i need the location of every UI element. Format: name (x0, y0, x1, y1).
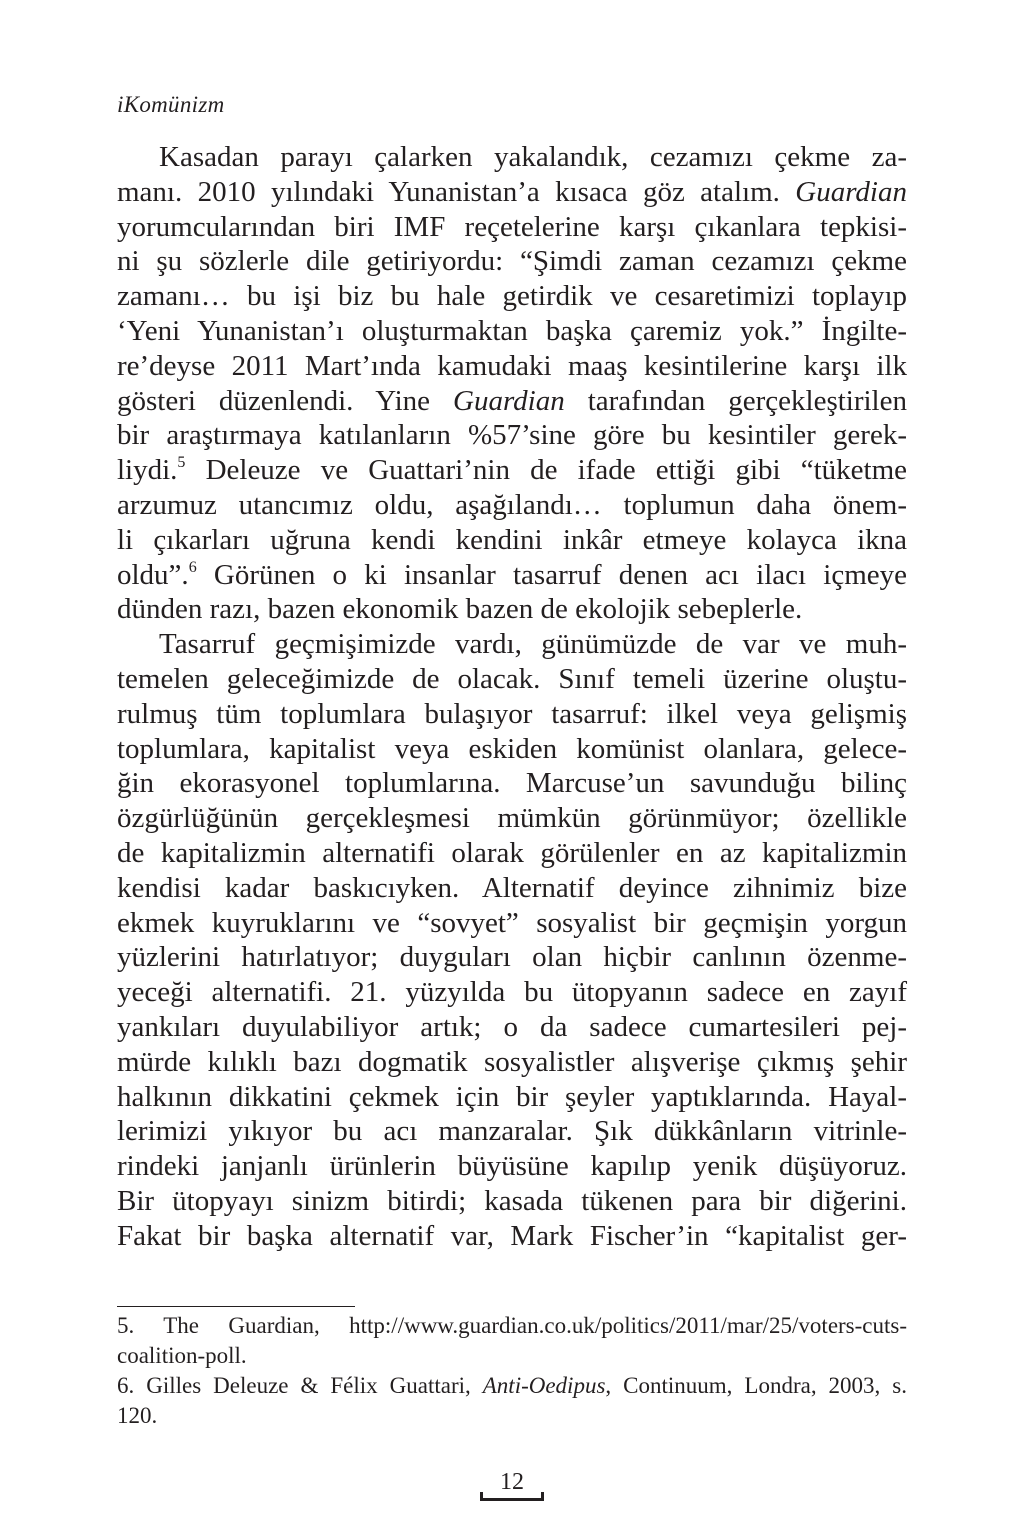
body-line (117, 801, 907, 836)
text-run: rindeki janjanlı ürünlerin büyüsüne kapılıp yenik düşüyoruz. (117, 1150, 907, 1183)
text-run: Kasadan parayı çalarken yakalandık, cezamızı çekme za- (159, 141, 907, 173)
body-line (117, 418, 907, 453)
text-run: li çıkarları uğruna kendi kendini inkâr etmeye kolayca ikna (117, 523, 907, 556)
body-line (117, 453, 907, 488)
body-line (117, 732, 907, 767)
footnote-reference: 5 (177, 454, 186, 472)
footnotes (117, 1311, 907, 1431)
text-run: Görünen o ki insanlar tasarruf denen acı ilacı içmeye (196, 558, 907, 591)
footnote-line (117, 1401, 907, 1431)
body-line (117, 558, 907, 593)
text-run: özgürlüğünün gerçekleşmesi mümkün görünmüyor; özellikle (117, 802, 907, 835)
body-line (117, 697, 907, 732)
text-run: yüzlerini hatırlatıyor; duyguları olan hiçbir canlının özenme- (117, 941, 907, 974)
text-run: yorumcularından biri IMF reçetelerine karşı çıkanlara tepkisi- (117, 210, 907, 243)
text-run: ğin ekorasyonel toplumlarına. Marcuse’un savunduğu bilinç (117, 767, 907, 800)
text-run: 120. (117, 1403, 158, 1428)
text-run: kendisi kadar baskıcıyken. Alternatif deyince zihnimiz bize (117, 871, 907, 904)
running-head: iKomünizm (117, 92, 225, 117)
text-run: de kapitalizmin alternatifi olarak görülenler en az kapitalizmin (117, 836, 907, 869)
text-run: lerimizi yıkıyor bu acı manzaralar. Şık dükkânların vitrinle- (117, 1115, 907, 1148)
page-number-rule-right-tick (541, 1492, 544, 1501)
body-line (117, 940, 907, 975)
page-number-rule-left-tick (480, 1492, 483, 1501)
text-run: tarafından gerçekleştirilen (564, 384, 907, 417)
text-run: arzumuz utancımız oldu, aşağılandı… toplumun daha önem- (117, 488, 907, 521)
body-line (117, 210, 907, 245)
text-run: mürde kılıklı bazı dogmatik sosyalistler alışverişe çıkmış şehir (117, 1045, 907, 1078)
body-line (117, 1219, 907, 1254)
body-line (117, 1149, 907, 1184)
body-line (117, 314, 907, 349)
body-line (117, 592, 907, 627)
body-line (117, 871, 907, 906)
text-run: dünden razı, bazen ekonomik bazen de ekolojik sebeplerle. (117, 593, 803, 626)
body-line (117, 279, 907, 314)
page-number: 12 (500, 1469, 524, 1495)
body-line (117, 175, 907, 210)
body-line (117, 1114, 907, 1149)
body-line (117, 1010, 907, 1045)
body-line (117, 488, 907, 523)
text-run: 5. The Guardian, http://www.guardian.co.uk/politics/2011/mar/25/voters-cuts- (117, 1313, 907, 1338)
text-run: oldu”. (117, 558, 189, 591)
text-run: ‘Yeni Yunanistan’ı oluşturmaktan başka çaremiz yok.” İngilte- (117, 314, 907, 347)
italic-text: Guardian (795, 175, 907, 208)
text-run: ekmek kuyruklarını ve “sovyet” sosyalist bir geçmişin yorgun (117, 906, 907, 939)
footnote-separator (117, 1306, 355, 1307)
text-run: Tasarruf geçmişimizde vardı, günümüzde de var ve muh- (159, 628, 907, 661)
footnote-reference: 6 (188, 558, 197, 576)
body-line (117, 349, 907, 384)
text-run: gösteri düzenlendi. Yine (117, 384, 454, 417)
text-run: ni şu sözlerle dile getiriyordu: “Şimdi zaman cezamızı çekme (117, 245, 907, 278)
text-run: temelen geleceğimizde de olacak. Sınıf temeli üzerine oluştu- (117, 662, 907, 695)
body-line (117, 523, 907, 558)
text-run: zamanı… bu işi biz bu hale getirdik ve cesaretimizi toplayıp (117, 280, 907, 313)
body-line (117, 662, 907, 697)
body-line (117, 627, 907, 662)
footnote-line (117, 1341, 907, 1371)
page-number-block (472, 1467, 552, 1507)
text-run: rulmuş tüm toplumlara bulaşıyor tasarruf: ilkel veya gelişmiş (117, 697, 907, 730)
footnote-line (117, 1311, 907, 1341)
italic-text: Anti-Oedipus (482, 1373, 606, 1398)
text-run: yankıları duyulabiliyor artık; o da sadece cumartesileri pej- (117, 1010, 907, 1043)
footnote-line (117, 1371, 907, 1401)
body-line (117, 975, 907, 1010)
text-run: coalition-poll. (117, 1343, 247, 1368)
text-run: yeceği alternatifi. 21. yüzyılda bu ütopyanın sadece en zayıf (117, 976, 907, 1009)
body-line (117, 836, 907, 871)
text-run: 6. Gilles Deleuze & Félix Guattari, (117, 1373, 483, 1398)
text-run: Fakat bir başka alternatif var, Mark Fischer’in “kapitalist ger- (117, 1219, 907, 1252)
body-line (117, 1045, 907, 1080)
text-run: Bir ütopyayı sinizm bitirdi; kasada tükenen para bir diğerini. (117, 1184, 907, 1217)
text-run: re’deyse 2011 Mart’ında kamudaki maaş kesintilerine karşı ilk (117, 349, 907, 382)
text-run: Deleuze ve Guattari’nin de ifade ettiği gibi “tüketme (185, 454, 907, 487)
text-run: manı. 2010 yılındaki Yunanistan’a kısaca göz atalım. (117, 175, 796, 208)
body-line (117, 906, 907, 941)
text-run: bir araştırmaya katılanların %57’sine göre bu kesintiler gerek- (117, 419, 907, 452)
text-run: halkının dikkatini çekmek için bir şeyler yaptıklarında. Hayal- (117, 1080, 907, 1113)
body-line (117, 384, 907, 419)
text-run: , Continuum, Londra, 2003, s. (605, 1373, 907, 1398)
body-line (117, 1080, 907, 1115)
body-line (117, 244, 907, 279)
body-line (117, 766, 907, 801)
italic-text: Guardian (453, 384, 565, 417)
body-line (117, 1184, 907, 1219)
text-run: toplumlara, kapitalist veya eskiden komünist olanlara, gelece- (117, 732, 907, 765)
text-run: liydi. (117, 454, 178, 487)
body-text (117, 140, 907, 1254)
page-number-rule (480, 1498, 544, 1501)
body-line (117, 140, 907, 175)
